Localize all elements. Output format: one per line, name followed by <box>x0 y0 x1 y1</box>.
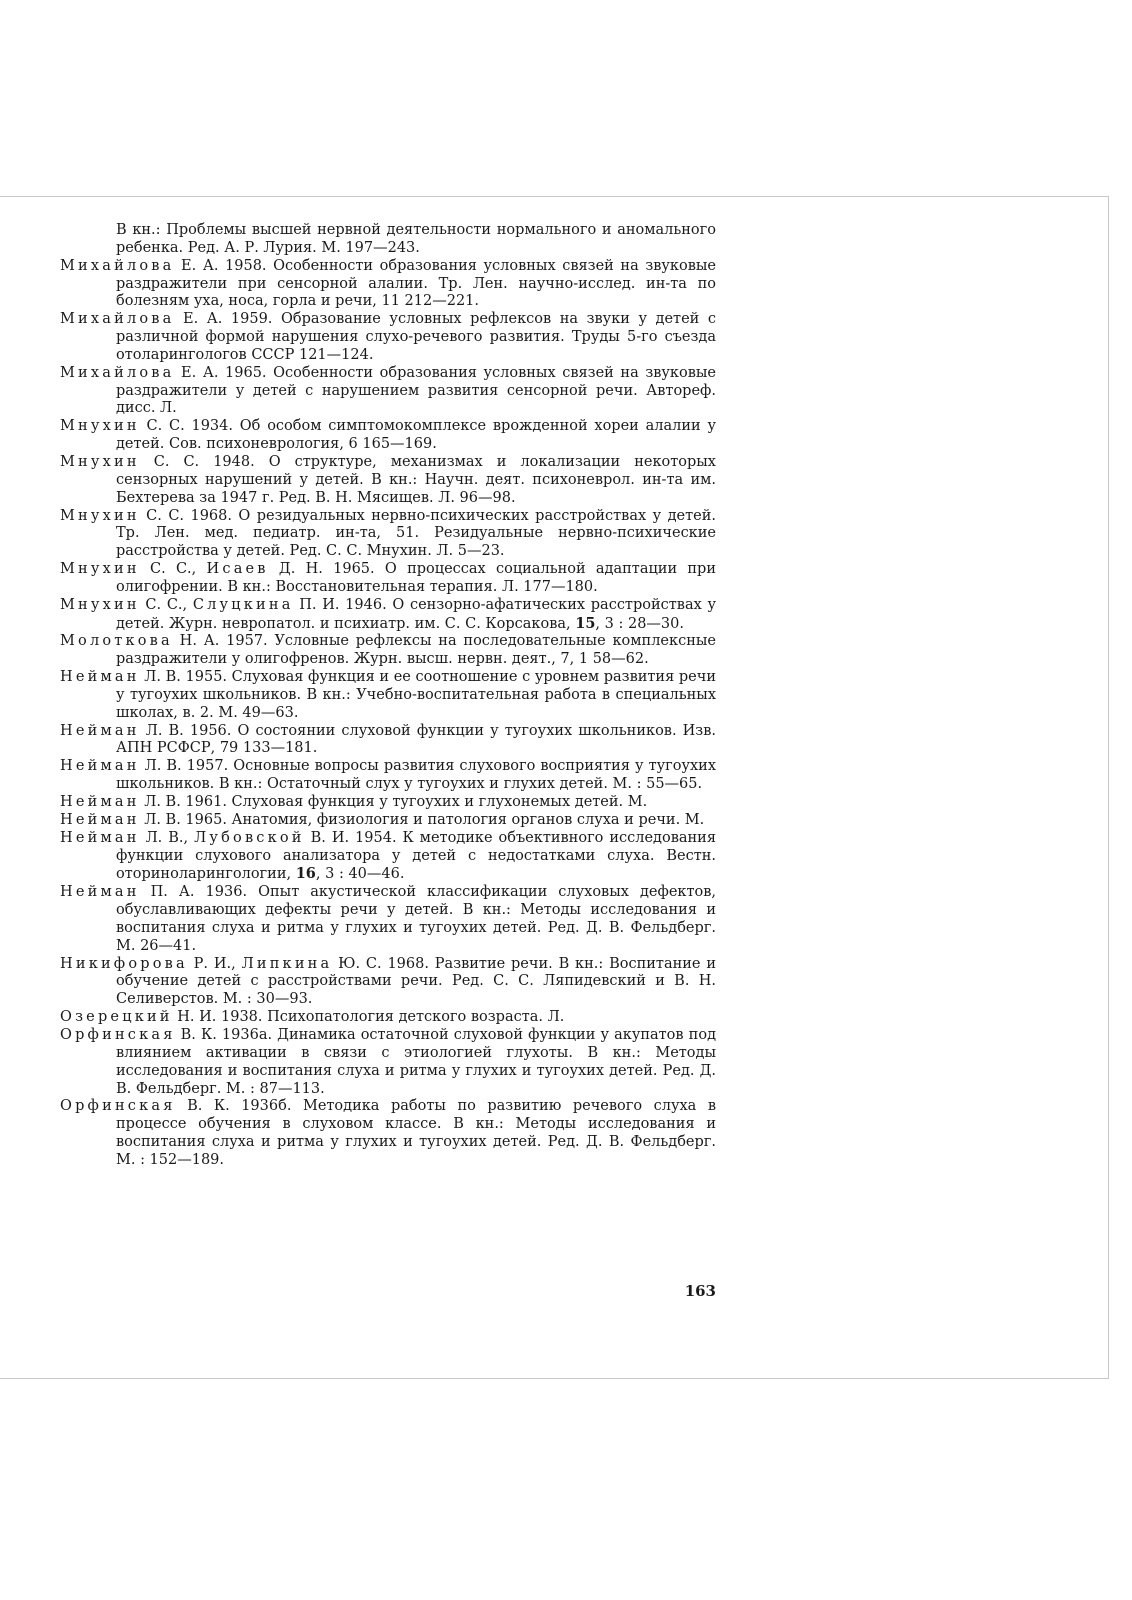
reference-entry: Михайлова Е. А. 1959. Образование условных рефлексов на звуки у детей с различной формой нарушения слухо-речевого развития. Труды 5-го съезда отоларингологов СССР 121—124. <box>60 311 716 363</box>
reference-entry: Нейман Л. В. 1955. Слуховая функция и ее соотношение с уровнем развития речи у тугоухих школьников. В кн.: Учебно-воспитательная работа в специальных школах, в. 2. М. 49—63. <box>60 669 716 721</box>
reference-author: Никифорова <box>60 955 188 972</box>
reference-entry: Озерецкий Н. И. 1938. Психопатология детского возраста. Л. <box>60 1009 565 1026</box>
reference-entry: Нейман Л. В. 1961. Слуховая функция у тугоухих и глухонемых детей. М. <box>60 794 648 810</box>
scan-border-top <box>0 196 1108 197</box>
reference-author: Мнухин <box>60 596 140 613</box>
reference-coauthor: Исаев <box>206 561 269 578</box>
reference-entry: Михайлова Е. А. 1965. Особенности образования условных связей на звуковые раздражители у детей с нарушением развития сенсорной речи. Автореф. дисс. Л. <box>60 364 716 417</box>
volume-number: 15 <box>575 614 596 632</box>
reference-entry: Никифорова Р. И., Липкина Ю. С. 1968. Развитие речи. В кн.: Воспитание и обучение детей с расстройствами речи. Ред. С. С. Ляпидевский и В. Н. Селиверстов. М. : 30—93. <box>60 955 716 1008</box>
reference-entry: Молоткова Н. А. 1957. Условные рефлексы на последовательные комплексные раздражители у олигофренов. Журн. высш. нервн. деят., 7, 1 58—62. <box>60 633 716 668</box>
reference-entry: Мнухин С. С. 1934. Об особом симптомокомплексе врожденной хореи алалии у детей. Сов. психоневрология, 6 165—169. <box>60 418 716 453</box>
reference-author: Озерецкий <box>60 1009 173 1026</box>
reference-entry: Нейман Л. В. 1956. О состоянии слуховой функции у тугоухих школьников. Изв. АПН РСФСР, 79 133—181. <box>60 722 716 757</box>
reference-author: Молоткова <box>60 633 173 650</box>
reference-list <box>60 222 716 1170</box>
reference-entry: В кн.: Проблемы высшей нервной деятельности нормального и аномального ребенка. Ред. А. Р. Лурия. М. 197—243. <box>116 222 716 256</box>
volume-number: 16 <box>295 865 316 883</box>
reference-entry: Орфинская В. К. 1936а. Динамика остаточной слуховой функции у акупатов под влиянием активации в связи с этиологией глухоты. В кн.: Методы исследования и воспитания слуха и ритма у глухих и тугоухих детей. Ред. Д. В. Фельдберг. М. : 87—113. <box>60 1026 716 1097</box>
reference-author: Нейман <box>60 722 140 739</box>
reference-entry: Михайлова Е. А. 1958. Особенности образования условных связей на звуковые раздражители при сенсорной алалии. Тр. Лен. научно-исслед. ин-та по болезням уха, носа, горла и речи, 11 212—221. <box>60 257 716 310</box>
reference-author: Мнухин <box>60 561 140 578</box>
reference-entry: Мнухин С. С., Слуцкина П. И. 1946. О сензорно-афатических расстройствах у детей. Журн. невропатол. и психиатр. им. С. С. Корсакова, 15, 3 : 28—30. <box>60 596 716 632</box>
reference-coauthor: Слуцкина <box>192 596 294 613</box>
reference-entry: Мнухин С. С., Исаев Д. Н. 1965. О процессах социальной адаптации при олигофрении. В кн.: Восстановительная терапия. Л. 177—180. <box>60 561 717 595</box>
reference-entry: Нейман Л. В. 1965. Анатомия, физиология и патология органов слуха и речи. М. <box>60 811 705 828</box>
reference-entry: Мнухин С. С. 1948. О структуре, механизмах и локализации некоторых сензорных нарушений у детей. В кн.: Научн. деят. психоневрол. ин-та им. Бехтерева за 1947 г. Ред. В. Н. Мясищев. Л. 96—98. <box>60 453 716 506</box>
page-number: 163 <box>684 1282 716 1300</box>
reference-coauthor: Липкина <box>241 955 333 972</box>
reference-entry: Орфинская В. К. 1936б. Методика работы по развитию речевого слуха в процессе обучения в слуховом классе. В кн.: Методы исследования и воспитания слуха и ритма у глухих и тугоухих детей. Ред. Д. В. Фельдберг. М. : 152—189. <box>60 1098 716 1168</box>
reference-author: Михайлова <box>60 364 175 381</box>
reference-entry: Нейман П. А. 1936. Опыт акустической классификации слуховых дефектов, обуславливающих дефекты речи у детей. В кн.: Методы исследования и воспитания слуха и ритма у глухих и тугоухих детей. Ред. Д. В. Фельдберг. М. 26—41. <box>60 884 716 954</box>
reference-author: Нейман <box>60 758 140 775</box>
reference-author: Нейман <box>60 669 140 686</box>
reference-author: Нейман <box>60 811 140 828</box>
reference-coauthor: Лубовской <box>194 829 305 846</box>
reference-author: Мнухин <box>60 507 140 524</box>
scan-border-right <box>1108 196 1109 1379</box>
reference-author: Орфинская <box>60 1026 176 1043</box>
reference-entry: Нейман Л. В., Лубовской В. И. 1954. К методике объективного исследования функции слухового анализатора у детей с недостатками слуха. Вестн. оториноларингологии, 16, 3 : 40—46. <box>60 829 716 883</box>
reference-author: Нейман <box>60 794 140 810</box>
reference-author: Михайлова <box>60 311 175 328</box>
reference-entry: Нейман Л. В. 1957. Основные вопросы развития слухового восприятия у тугоухих школьников. В кн.: Остаточный слух у тугоухих и глухих детей. М. : 55—65. <box>60 758 716 793</box>
scan-border-bottom <box>0 1378 1108 1379</box>
reference-author: Орфинская <box>60 1098 176 1115</box>
reference-author: Мнухин <box>60 453 140 470</box>
reference-author: Нейман <box>60 829 140 846</box>
reference-author: Мнухин <box>60 418 140 435</box>
reference-author: Нейман <box>60 884 140 901</box>
reference-entry: Мнухин С. С. 1968. О резидуальных нервно-психических расстройствах у детей. Тр. Лен. мед. педиатр. ин-та, 51. Резидуальные нервно-психические расстройства у детей. Ред. С. С. Мнухин. Л. 5—23. <box>60 507 716 560</box>
reference-author: Михайлова <box>60 257 175 274</box>
